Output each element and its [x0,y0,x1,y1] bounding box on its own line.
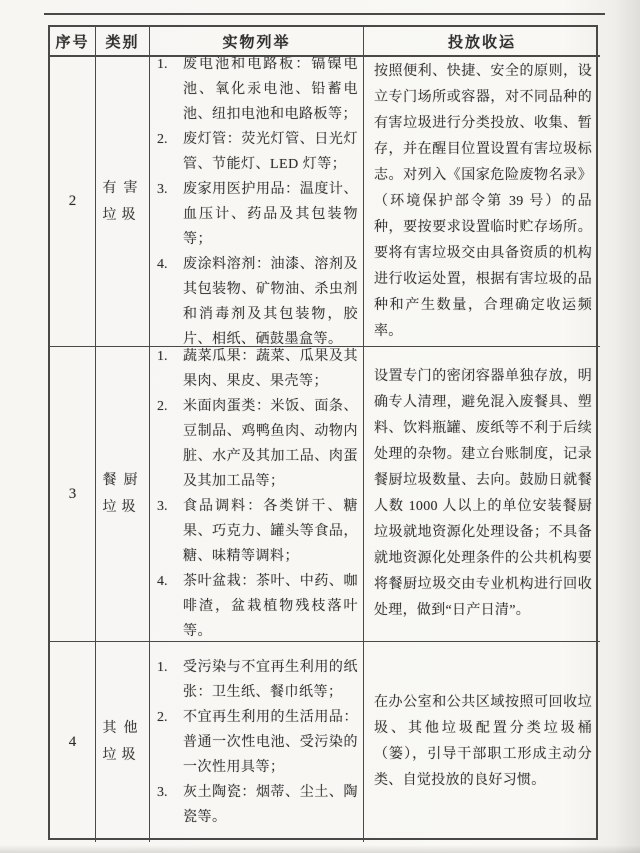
category-cell [96,642,150,842]
category-label: 有害垃圾 [102,180,143,223]
list-item [157,177,358,252]
top-horizontal-rule [44,13,605,15]
item-number [157,252,183,348]
disposal-text: 设置专门的密闭容器单独存放，明确专人清理，避免混入废餐具、塑料、饮料瓶罐、废纸等不利于后续处理的杂物。建立台账制度，记录餐厨垃圾数量、去向。鼓励日就餐人数 1000 人以上的单位安装餐厨垃圾就地资源化处理设备；不具备就地资源化处理条件的公共机构要将餐厨垃圾交由专业机构进行回收处理，做到“日产日清”。 [374,369,592,618]
item-number [157,655,183,705]
disposal-cell [364,642,600,842]
list-item [157,394,358,494]
disposal-cell [364,347,600,642]
item-number [157,347,183,394]
list-item [157,252,358,348]
list-item [157,347,358,394]
list-item [157,127,358,177]
list-item [157,780,358,830]
examples-list [150,347,364,642]
item-number [157,394,183,494]
item-text: 废电池和电路板：镉镍电池、氧化汞电池、铅蓄电池、纽扣电池和电路板等； [183,57,358,122]
disposal-text: 在办公室和公共区域按照可回收垃圾、其他垃圾配置分类垃圾桶（篓），引导干部职工形成主动分类、自觉投放的良好习惯。 [374,695,592,788]
disposal-text: 按照便利、快捷、安全的原则，设立专门场所或容器，对不同品种的有害垃圾进行分类投放、收集、暂存，并在醒目位置设置有害垃圾标志。对列入《国家危险废物名录》（环境保护部令第 39 号）的品种，要按要求设置临时贮存场所。要将有害垃圾交由具备资质的机构进行收运处置，根据有害垃圾的品种和产生数量，合理确定收运频率。 [374,63,592,339]
waste-classification-table [48,25,598,840]
item-text: 蔬菜瓜果：蔬菜、瓜果及其果肉、果皮、果壳等； [183,349,358,389]
item-text: 受污染与不宜再生利用的纸张：卫生纸、餐巾纸等； [183,659,358,700]
item-text: 废家用医护用品：温度计、血压计、药品及其包装物等； [183,181,358,247]
list-item [157,655,358,705]
category-label: 其他垃圾 [102,721,143,763]
list-item [157,494,358,569]
item-number [157,780,183,830]
item-text: 米面肉蛋类：米饭、面条、豆制品、鸡鸭鱼肉、动物内脏、水产及其加工品、肉蛋及其加工品等； [183,399,358,489]
row-index-cell: 4 [50,642,96,842]
category-cell [96,57,150,347]
item-text: 灰土陶瓷：烟蒂、尘土、陶瓷等。 [183,784,358,825]
header-cell-disposal: 投放收运 [364,27,600,57]
list-item [157,57,358,127]
item-text: 食品调料：各类饼干、糖果、巧克力、罐头等食品，糖、味精等调料； [183,499,358,564]
disposal-cell [364,57,600,347]
item-text: 废灯管：荧光灯管、日光灯管、节能灯、LED 灯等； [183,131,358,172]
item-number [157,177,183,252]
item-text: 废涂料溶剂：油漆、溶剂及其包装物、矿物油、杀虫剂和消毒剂及其包装物，胶片、相纸、硒鼓墨盒等。 [183,256,358,347]
examples-list [150,642,364,842]
item-text: 不宜再生利用的生活用品：普通一次性电池、受污染的一次性用具等； [183,709,358,775]
item-number [157,569,183,642]
item-text: 茶叶盆栽：茶叶、中药、咖啡渣，盆栽植物残枝落叶等。 [183,574,358,639]
examples-list [150,57,364,347]
row-index-cell: 3 [50,347,96,642]
header-cell-category: 类别 [96,27,150,57]
list-item [157,569,358,642]
item-number [157,705,183,780]
category-cell [96,347,150,642]
category-label: 餐厨垃圾 [102,473,143,515]
item-number [157,127,183,177]
header-cell-index: 序号 [50,27,96,57]
header-cell-examples: 实物列举 [150,27,364,57]
row-index-cell: 2 [50,57,96,347]
item-number [157,494,183,569]
item-number [157,57,183,127]
list-item [157,705,358,780]
